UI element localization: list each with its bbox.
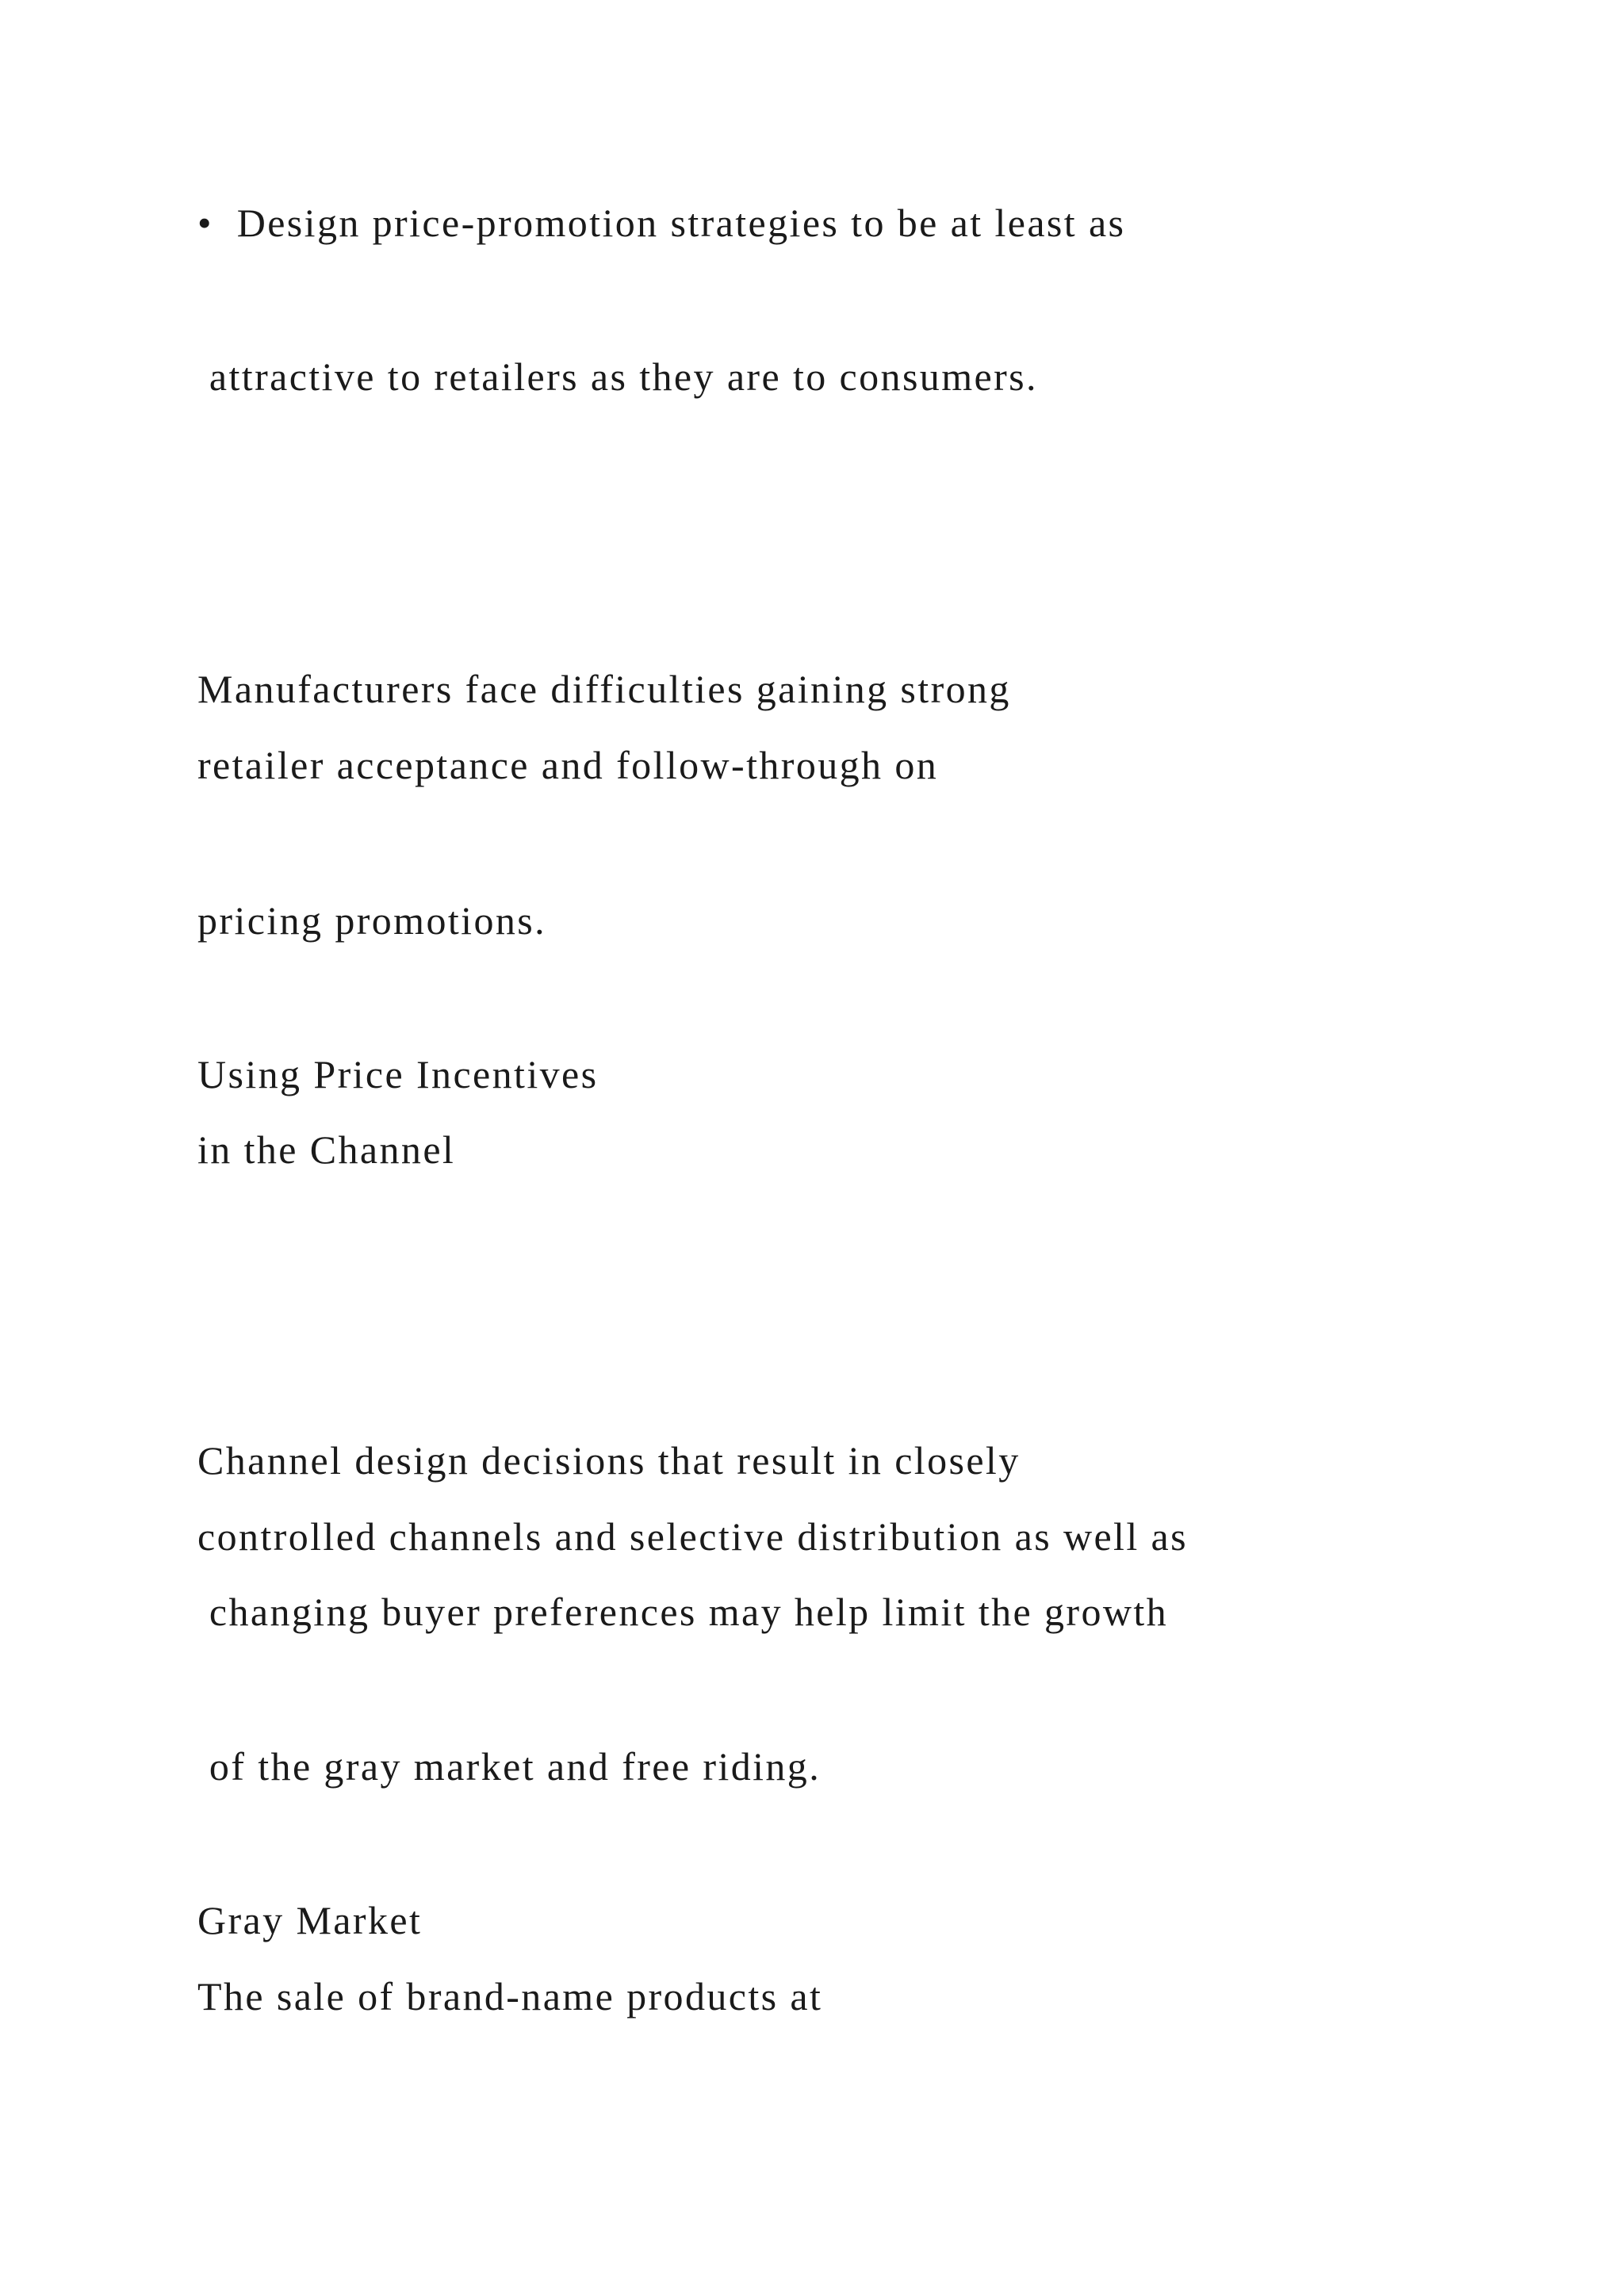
paragraph-line: Manufacturers face difficulties gaining strong	[197, 667, 1011, 711]
paragraph-line: controlled channels and selective distribution as well as	[197, 1514, 1188, 1559]
heading-line: Gray Market	[197, 1898, 423, 1942]
heading-line: in the Channel	[197, 1127, 456, 1172]
heading-line: Using Price Incentives	[197, 1052, 599, 1096]
paragraph-line: retailer acceptance and follow-through on	[197, 743, 939, 787]
paragraph-line: pricing promotions.	[197, 898, 547, 943]
bullet-line-2: attractive to retailers as they are to consumers.	[197, 354, 1038, 399]
paragraph-line: changing buyer preferences may help limit the growth	[197, 1590, 1169, 1634]
paragraph-line: The sale of brand-name products at	[197, 1974, 823, 2019]
paragraph-line: Channel design decisions that result in closely	[197, 1438, 1021, 1483]
bullet-line-1: • Design price-promotion strategies to be at least as	[197, 201, 1126, 245]
paragraph-line: of the gray market and free riding.	[197, 1744, 822, 1789]
